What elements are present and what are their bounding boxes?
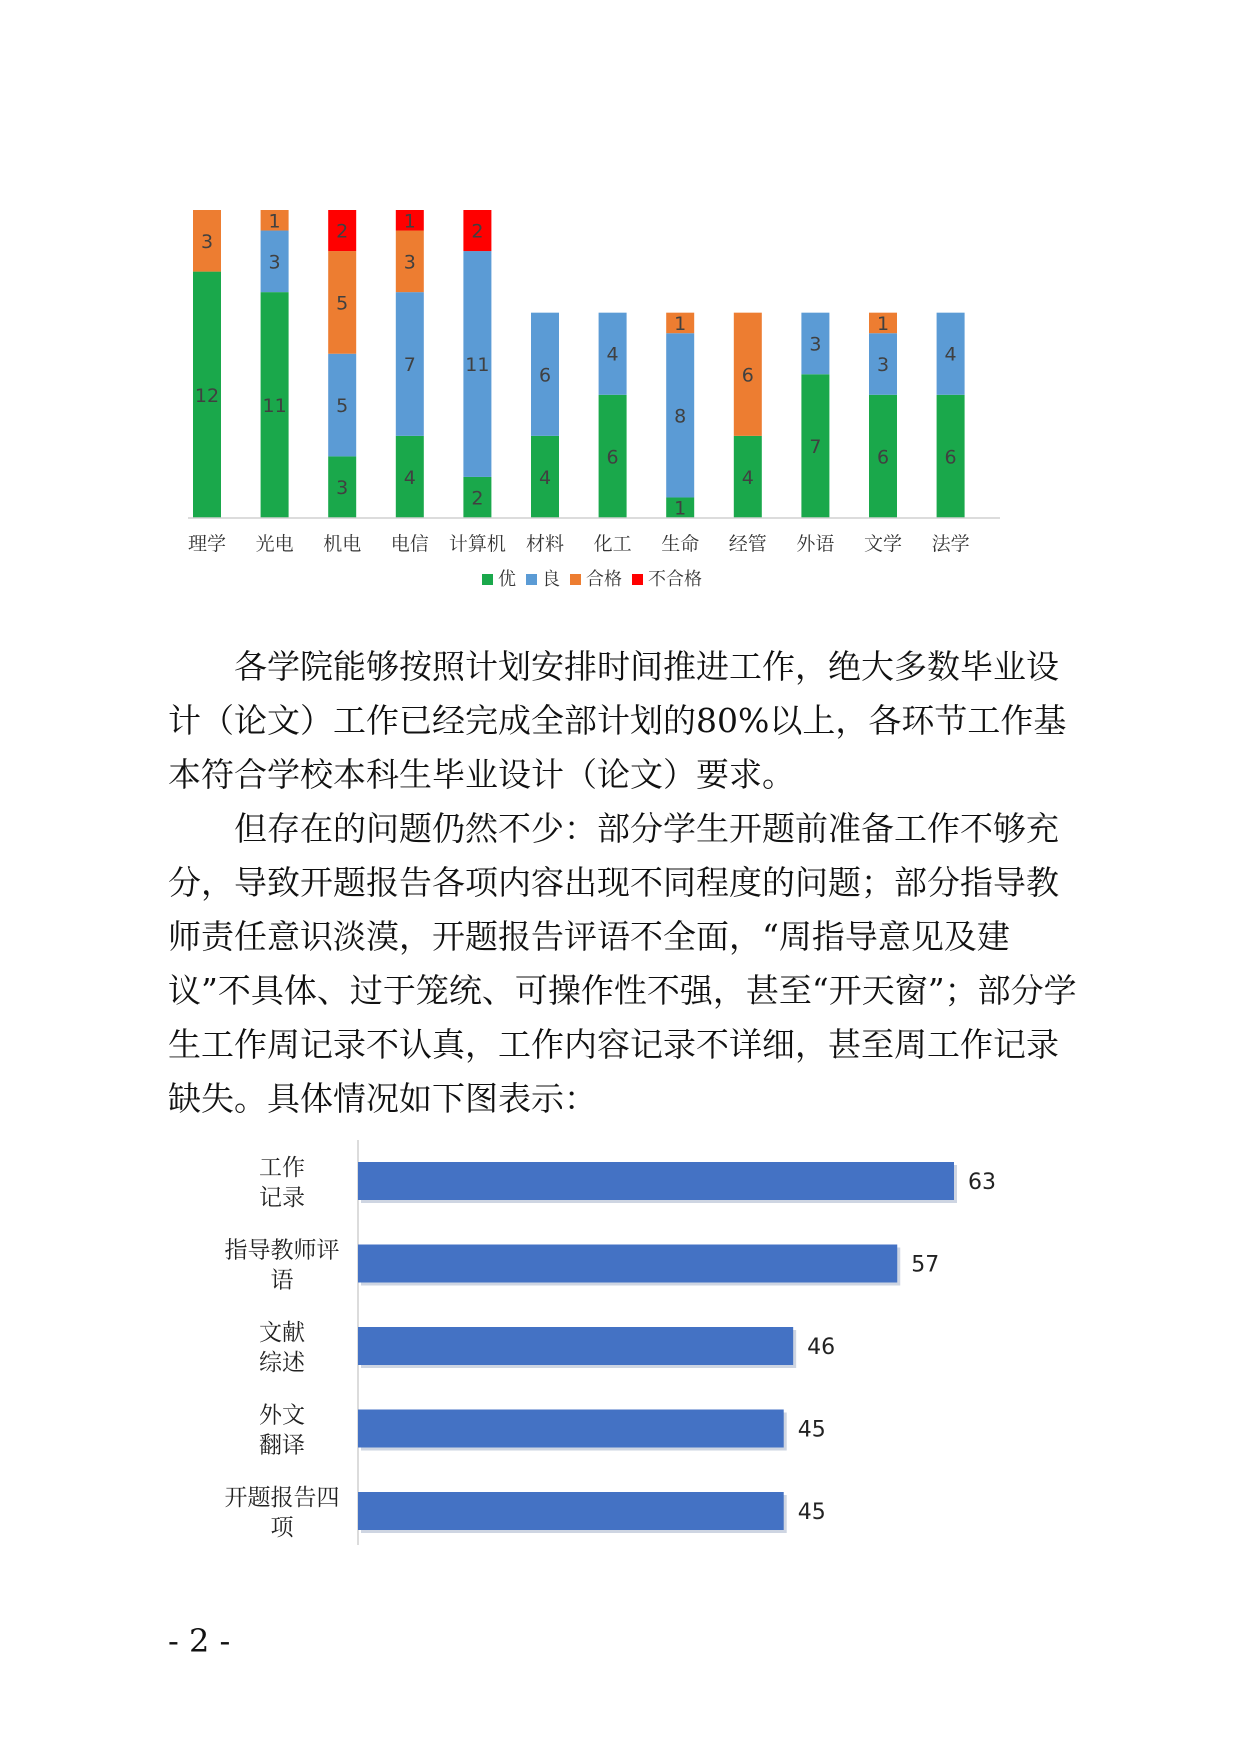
data-label: 1 — [674, 312, 687, 335]
legend-swatch — [570, 574, 581, 585]
problem-count-horizontal-bar-chart — [0, 1140, 1240, 1580]
paragraph-2: 但存在的问题仍然不少：部分学生开题前准备工作不够充分，导致开题报告各项内容出现不同程度的问题；部分指导教师责任意识淡漠，开题报告评语不全面，“周指导意见及建议”不具体、过于笼统、可操作性不强，甚至“开天窗”；部分学生工作周记录不认真，工作内容记录不详细，甚至周工作记录缺失。具体情况如下图表示： — [168, 809, 1077, 1118]
data-label: 6 — [876, 446, 890, 469]
category-label: 法学 — [931, 533, 970, 555]
data-label: 3 — [403, 251, 416, 274]
category-label: 电信 — [390, 533, 429, 555]
data-label: 5 — [336, 292, 349, 315]
category-label: 记录 — [259, 1185, 305, 1211]
legend-label: 良 — [542, 569, 560, 590]
category-label: 经管 — [728, 533, 767, 555]
legend-label: 优 — [498, 569, 516, 590]
data-label: 2 — [471, 220, 484, 243]
category-label: 机电 — [323, 533, 362, 555]
data-label: 1 — [876, 312, 890, 335]
data-label: 3 — [336, 477, 349, 500]
body-text — [168, 640, 1088, 1126]
data-label: 6 — [741, 364, 754, 387]
data-label: 3 — [809, 333, 822, 356]
category-label: 开题报告四 — [224, 1485, 340, 1511]
data-label: 3 — [200, 230, 214, 253]
category-label: 工作 — [259, 1155, 305, 1181]
data-label: 2 — [336, 220, 349, 243]
legend-label: 合格 — [586, 569, 622, 590]
college-grade-stacked-bar-chart — [0, 190, 1240, 620]
data-label: 1 — [268, 210, 281, 233]
value-label: 57 — [911, 1252, 940, 1278]
value-label: 63 — [968, 1170, 996, 1195]
value-label: 46 — [807, 1335, 836, 1360]
category-label: 文献 — [259, 1320, 305, 1346]
bar-0 — [358, 1162, 954, 1200]
bar-4 — [358, 1492, 784, 1530]
data-label: 12 — [194, 384, 220, 407]
data-label: 4 — [741, 466, 754, 489]
category-label: 化工 — [593, 533, 632, 555]
legend-swatch — [482, 574, 493, 585]
category-label: 外语 — [796, 533, 835, 555]
category-label: 语 — [270, 1267, 294, 1294]
category-label: 理学 — [187, 533, 227, 555]
data-label: 4 — [403, 466, 416, 489]
data-label: 6 — [944, 446, 957, 469]
data-label: 4 — [606, 343, 619, 366]
value-label: 45 — [797, 1417, 826, 1443]
bar-2 — [358, 1327, 793, 1365]
category-label: 计算机 — [448, 533, 506, 555]
data-label: 1 — [674, 497, 687, 520]
bar-1 — [358, 1245, 897, 1283]
legend-swatch — [632, 574, 643, 585]
category-label: 材料 — [525, 533, 565, 555]
category-label: 外文 — [259, 1402, 305, 1429]
category-label: 综述 — [259, 1350, 305, 1376]
data-label: 3 — [876, 354, 890, 376]
paragraph-1: 各学院能够按照计划安排时间推进工作，绝大多数毕业设计（论文）工作已经完成全部计划的80%以上，各环节工作基本符合学校本科生毕业设计（论文）要求。 — [168, 647, 1067, 794]
data-label: 7 — [403, 354, 416, 376]
legend-swatch — [526, 574, 537, 585]
data-label: 11 — [465, 354, 490, 376]
data-label: 7 — [809, 436, 822, 459]
data-label: 8 — [674, 405, 687, 428]
data-label: 11 — [262, 395, 287, 418]
data-label: 6 — [606, 446, 619, 469]
data-label: 4 — [538, 466, 552, 489]
bar-3 — [358, 1410, 784, 1448]
page-number: - 2 - — [168, 1622, 231, 1660]
category-label: 项 — [270, 1515, 294, 1541]
data-label: 4 — [944, 343, 957, 366]
category-label: 指导教师评 — [224, 1237, 340, 1264]
category-label: 光电 — [255, 533, 294, 555]
data-label: 1 — [403, 210, 416, 233]
category-label: 文学 — [863, 533, 903, 555]
value-label: 45 — [797, 1500, 826, 1525]
data-label: 2 — [471, 487, 484, 510]
legend-label: 不合格 — [648, 569, 702, 590]
data-label: 5 — [336, 395, 349, 418]
data-label: 3 — [268, 251, 281, 274]
data-label: 6 — [538, 364, 552, 387]
category-label: 翻译 — [259, 1432, 305, 1459]
category-label: 生命 — [661, 533, 700, 555]
